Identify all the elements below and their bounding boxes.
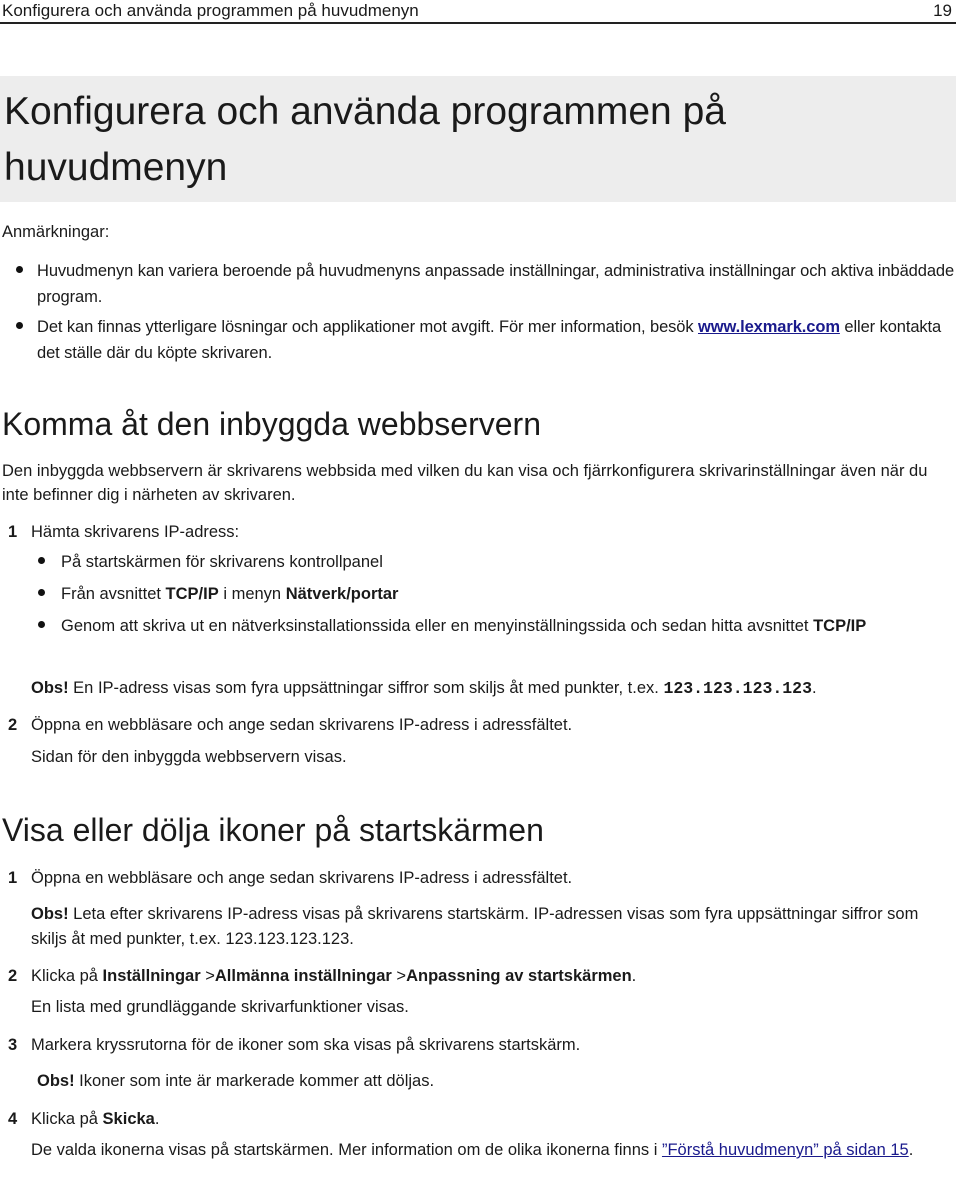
step-text: Klicka på Skicka. — [31, 1110, 160, 1128]
submit-label: Skicka — [102, 1110, 155, 1128]
step-result: Sidan för den inbyggda webbservern visas. — [31, 748, 347, 766]
section-title: Komma åt den inbyggda webbservern — [2, 406, 541, 442]
list-item — [0, 581, 956, 607]
list-item-text: På startskärmen för skrivarens kontrollpanel — [61, 553, 383, 571]
note-text: Ikoner som inte är markerade kommer att döljas. — [74, 1072, 435, 1090]
note-text: Huvudmenyn kan variera beroende på huvudmenyns anpassade inställningar, administrativa inställningar och aktiva inbäddade program. — [37, 262, 955, 306]
note-text: Leta efter skrivarens IP-adress visas på skrivarens startskärm. IP-adressen visas som fyra uppsättningar siffror som skiljs åt med punkter, t.ex. 123.123.123.123. — [31, 905, 919, 948]
step-text: Öppna en webbläsare och ange sedan skrivarens IP-adress i adressfältet. — [31, 716, 573, 734]
tcpip-label: TCP/IP — [165, 585, 219, 603]
bullet-icon — [38, 621, 45, 628]
menu-home-customization: Anpassning av startskärmen — [406, 967, 632, 985]
step-result: De valda ikonerna visas på startskärmen. Mer information om de olika ikonerna finns i ”Förstå huvudmenyn” på sidan 15. — [31, 1141, 914, 1159]
notes-label: Anmärkningar: — [2, 223, 110, 241]
step-number: 1 — [8, 523, 18, 541]
step-number: 3 — [8, 1036, 18, 1054]
page-number: 19 — [933, 1, 952, 20]
menu-label: Nätverk/portar — [285, 585, 399, 603]
note — [37, 1069, 960, 1094]
note-text: En IP-adress visas som fyra uppsättningar siffror som skiljs åt med punkter, t.ex. — [68, 679, 664, 697]
step-number: 2 — [8, 716, 18, 734]
step-text: Hämta skrivarens IP-adress: — [31, 523, 240, 541]
lexmark-link[interactable]: www.lexmark.com — [698, 318, 840, 336]
step-number: 4 — [8, 1110, 18, 1128]
cross-reference-link[interactable]: ”Förstå huvudmenyn” på sidan 15 — [661, 1141, 909, 1159]
ip-sources-list — [0, 549, 956, 645]
section-intro: Den inbyggda webbservern är skrivarens webbsida med vilken du kan visa och fjärrkonfigurera skrivarinställningar även när du inte befinner dig i närheten av skrivaren. — [2, 462, 928, 504]
tcpip-label: TCP/IP — [813, 617, 867, 635]
step-text: Öppna en webbläsare och ange sedan skrivarens IP-adress i adressfältet. — [31, 869, 573, 887]
section-title: Visa eller dölja ikoner på startskärmen — [2, 812, 544, 848]
step-number: 1 — [8, 869, 18, 887]
list-item — [0, 613, 956, 639]
step-result: En lista med grundläggande skrivarfunktioner visas. — [31, 998, 409, 1016]
step-number: 2 — [8, 967, 18, 985]
note-label: Obs! — [31, 679, 69, 697]
note-text: eller kontakta det ställe där du köpte skrivaren. — [37, 318, 942, 362]
bullet-icon — [16, 322, 23, 329]
note — [31, 902, 956, 952]
list-item — [0, 549, 956, 575]
menu-general-settings: Allmänna inställningar — [214, 967, 392, 985]
note-text: Det kan finnas ytterligare lösningar och applikationer mot avgift. För mer information, besök — [37, 318, 699, 336]
notes-list — [0, 258, 956, 370]
bullet-icon — [38, 557, 45, 564]
step-text: Markera kryssrutorna för de ikoner som ska visas på skrivarens startskärm. — [31, 1036, 581, 1054]
running-header — [0, 0, 956, 24]
list-item-text: i menyn — [218, 585, 286, 603]
list-item — [0, 258, 956, 310]
running-header-title: Konfigurera och använda programmen på huvudmenyn — [2, 1, 419, 20]
note-label: Obs! — [37, 1072, 75, 1090]
bullet-icon — [38, 589, 45, 596]
chapter-title: Konfigurera och använda programmen på huvudmenyn — [4, 90, 726, 189]
list-item-text: Genom att skriva ut en nätverksinstallationssida eller en menyinställningssida och sedan hitta avsnittet — [61, 617, 814, 635]
step-text: Klicka på Inställningar >Allmänna inställningar >Anpassning av startskärmen. — [31, 967, 637, 985]
bullet-icon — [16, 266, 23, 273]
menu-settings: Inställningar — [102, 967, 201, 985]
note-label: Obs! — [31, 905, 69, 923]
note: Obs! En IP-adress visas som fyra uppsättningar siffror som skiljs åt med punkter, t.ex. 123.123.123.123. — [31, 679, 817, 698]
list-item — [0, 314, 956, 366]
ip-example: 123.123.123.123 — [663, 679, 812, 698]
list-item-text: Från avsnittet — [61, 585, 166, 603]
